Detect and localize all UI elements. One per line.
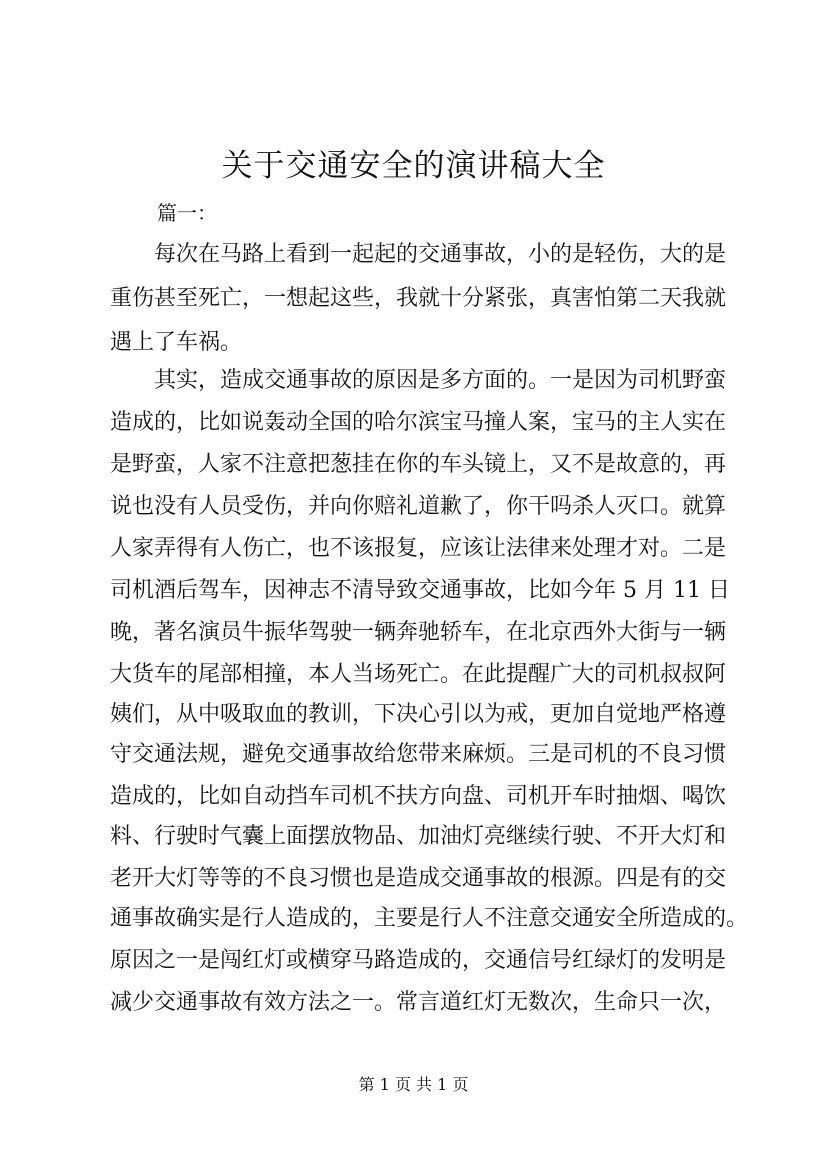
body-line: 造成的，比如自动挡车司机不扶方向盘、司机开车时抽烟、喝饮	[110, 784, 727, 809]
body-line: 姨们，从中吸取血的教训，下决心引以为戒，更加自觉地严格遵	[110, 702, 727, 727]
page-indicator: 第 1 页 共 1 页	[358, 1075, 469, 1094]
body-line: 原因之一是闯红灯或横穿马路造成的，交通信号红绿灯的发明是	[110, 948, 727, 973]
body-line: 重伤甚至死亡，一想起这些，我就十分紧张，真害怕第二天我就	[110, 286, 727, 311]
document-title: 关于交通安全的演讲稿大全	[221, 148, 606, 184]
body-line: 料、行驶时气囊上面摆放物品、加油灯亮继续行驶、不开大灯和	[110, 824, 727, 849]
body-line: 造成的，比如说轰动全国的哈尔滨宝马撞人案，宝马的主人实在	[110, 410, 727, 435]
body-line: 通事故确实是行人造成的，主要是行人不注意交通安全所造成的。	[110, 906, 749, 931]
body-line: 遇上了车祸。	[110, 330, 243, 355]
body-line: 老开大灯等等的不良习惯也是造成交通事故的根源。四是有的交	[110, 866, 727, 891]
body-line: 其实，造成交通事故的原因是多方面的。一是因为司机野蛮	[110, 368, 727, 393]
body-line: 减少交通事故有效方法之一。常言道红灯无数次，生命只一次，	[110, 990, 727, 1015]
body-line: 是野蛮，人家不注意把葱挂在你的车头镜上，又不是故意的，再	[110, 452, 727, 477]
body-line: 守交通法规，避免交通事故给您带来麻烦。三是司机的不良习惯	[110, 742, 727, 767]
body-line: 人家弄得有人伤亡，也不该报复，应该让法律来处理才对。二是	[110, 536, 727, 561]
body-line: 大货车的尾部相撞，本人当场死亡。在此提醒广大的司机叔叔阿	[110, 662, 727, 687]
body-line: 每次在马路上看到一起起的交通事故，小的是轻伤，大的是	[110, 242, 727, 267]
body-line: 晚，著名演员牛振华驾驶一辆奔驰轿车，在北京西外大街与一辆	[110, 620, 727, 645]
body-line: 说也没有人员受伤，并向你赔礼道歉了，你干吗杀人灭口。就算	[110, 494, 727, 519]
section-label: 篇一：	[157, 201, 217, 225]
body-line: 司机酒后驾车，因神志不清导致交通事故，比如今年 5 月 11 日	[110, 578, 730, 603]
